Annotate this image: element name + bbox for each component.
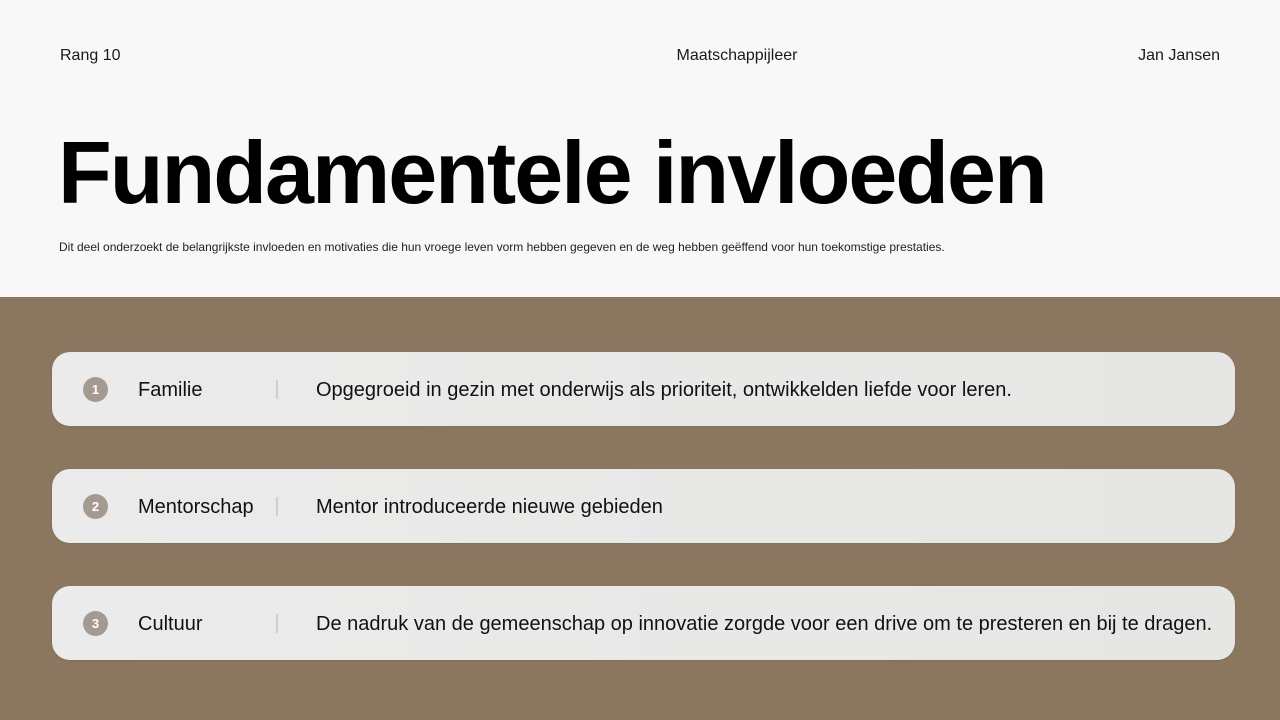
influence-label: Cultuur	[138, 613, 203, 635]
page-title: Fundamentele invloeden	[58, 123, 1046, 222]
header-section	[0, 0, 1280, 297]
number-badge: 3	[83, 611, 108, 636]
influence-label: Mentorschap	[138, 496, 254, 518]
grade-label: Rang 10	[60, 47, 121, 64]
influence-description: De nadruk van de gemeenschap op innovatie zorgde voor een drive om te presteren en bij te dragen.	[316, 613, 1213, 635]
divider	[276, 497, 278, 516]
influences-section	[0, 297, 1280, 720]
divider	[276, 614, 278, 633]
influence-description: Opgegroeid in gezin met onderwijs als prioriteit, ontwikkelden liefde voor leren.	[316, 379, 1012, 401]
influence-card-mentorship	[52, 469, 1235, 543]
influence-card-culture	[52, 586, 1235, 660]
subject-label: Maatschappijleer	[676, 47, 798, 64]
influence-label: Familie	[138, 379, 203, 401]
number-badge: 1	[83, 377, 108, 402]
divider	[276, 380, 278, 399]
influence-description: Mentor introduceerde nieuwe gebieden	[316, 496, 663, 518]
number-badge: 2	[83, 494, 108, 519]
influence-card-family	[52, 352, 1235, 426]
author-label: Jan Jansen	[1138, 47, 1220, 64]
page-subtitle: Dit deel onderzoekt de belangrijkste invloeden en motivaties die hun vroege leven vorm hebben gegeven en de weg hebben geëffend voor hun toekomstige prestaties.	[59, 240, 945, 254]
